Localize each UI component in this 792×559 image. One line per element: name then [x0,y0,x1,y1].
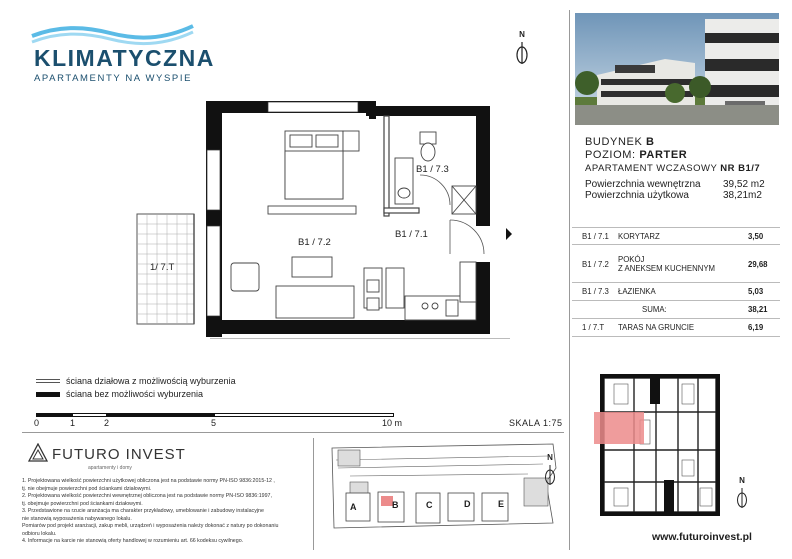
row-area: 3,50 [748,231,764,241]
area-usable-value: 38,21m2 [723,190,762,201]
futuro-mark-icon [28,443,48,463]
divider-column [569,10,570,550]
area-internal-label: Powierzchnia wewnętrzna [585,179,701,190]
legend-structural [36,389,203,399]
row-id: B1 / 7.2 [582,259,609,269]
note-line: tj. obejmuje powierzchni pod ściankami działowymi. [22,500,143,507]
scale-bar [36,413,394,417]
level-label: POZIOM: [585,149,636,161]
note-line: Pomiarów pod projekt aranżacji, zakup mebli, urządzeń i wyposażenia należy dokonać z natury po dokonaniu [22,523,279,529]
scale-tick-0: 0 [34,418,40,428]
note-line: 1. Projektowana wielkość powierzchni użytkowej obliczona jest na podstawie normy PN-ISO 9836:2015-12 , [22,478,275,484]
table-row [572,246,780,283]
divider [22,432,564,433]
shelf [268,206,356,214]
apartment-line [585,163,785,174]
apartment-label: APARTAMENT WCZASOWY [585,163,718,174]
row-name: TARAS NA GRUNCIE [618,323,695,332]
table-row [572,227,780,245]
kitchen-counter [405,262,476,320]
room-label-living: B1 / 7.2 [298,237,331,248]
building-photo [575,13,779,125]
level-line [585,149,785,162]
row-id: 1 / 7.T [582,323,605,332]
apartment-info [585,136,785,201]
notes [22,478,312,546]
highlighted-unit [594,412,644,444]
room-label-corridor: B1 / 7.1 [395,229,428,240]
website-link[interactable]: www.futuroinvest.pl [652,531,752,543]
area-internal-row [585,179,785,190]
row-id: B1 / 7.3 [582,287,609,296]
keymap-block-d: D [464,499,471,509]
note-line: tj. nie obejmuje powierzchni pod ściankami działowymi. [22,485,152,492]
area-usable-label: Powierzchnia użytkowa [585,190,689,201]
building-floor-keyplan [594,370,724,520]
room-label-terrace: 1/ 7.T [150,262,175,273]
area-internal-value: 39,52 m2 [723,179,765,190]
bath-door-swing [420,175,450,205]
entry-arrow-icon [506,228,512,240]
scale-tick-1: 1 [70,418,76,428]
compass-label: N [519,30,525,39]
keymap-block-e: E [498,499,505,509]
row-name: POKÓJ Z ANEKSEM KUCHENNYM [618,255,716,273]
site-key-map [328,438,560,538]
room-label-bath: B1 / 7.3 [416,164,449,175]
keyplan-compass-icon [736,476,748,512]
futuro-sub: apartamenty i domy [88,465,132,471]
dining-set [231,257,404,318]
keymap-block-c: C [426,500,433,510]
legend-thick-wall-swatch [36,392,60,397]
scale-label: SKALA 1:75 [509,418,563,428]
futuro-logo [28,443,308,471]
note-line: odbioru lokalu. [22,530,57,537]
note-line: 4. Informacje na karcie nie stanowią oferty handlowej w rozumieniu art. 66 kodeksu cywilnego. [22,538,244,544]
table-row [572,319,780,337]
bed [285,131,359,199]
scale-tick-5: 5 [211,418,217,428]
building-line [585,136,785,149]
row-area: 6,19 [748,323,764,332]
keyplan-compass-label: N [739,476,745,485]
row-name: ŁAZIENKA [618,287,656,296]
legend-partition [36,376,236,386]
legend-thin-wall-swatch [36,379,60,383]
keymap-compass-icon [544,453,556,489]
brand-name: KLIMATYCZNA [34,45,215,71]
divider-vertical [313,438,314,550]
area-usable-row [585,190,785,201]
futuro-name: FUTURO INVEST [52,446,186,463]
note-line: nie stanowią wyposażenia nabywanego lokalu. [22,515,132,522]
building-label: BUDYNEK [585,136,643,148]
row-name: KORYTARZ [618,231,660,241]
keymap-compass-label: N [547,453,553,462]
table-row-sum [572,301,780,319]
table-row [572,283,780,301]
keymap-block-a: A [350,502,357,512]
row-name: SUMA: [642,305,667,314]
building-value: B [646,136,655,148]
row-id: B1 / 7.1 [582,231,609,241]
row-area: 29,68 [748,259,768,269]
note-line: 3. Przedstawione na rzucie aranżacja ma charakter przykładowy, umeblowanie i zabudowy instalacyjne [22,508,264,514]
row-area: 5,03 [748,287,764,296]
scale-tick-10: 10 m [382,418,403,428]
apartment-number: NR B1/7 [720,163,761,174]
floor-plan [0,0,560,380]
brand-tagline: APARTAMENTY NA WYSPIE [34,73,193,84]
legend-structural-text: ściana bez możliwości wyburzenia [66,389,204,399]
keymap-block-b: B [392,500,399,510]
legend-partition-text: ściana działowa z możliwością wyburzenia [66,376,236,386]
level-value: PARTER [639,149,688,161]
row-area: 38,21 [748,305,768,314]
note-line: 2. Projektowana wielkość powierzchni wewnętrznej obliczona jest na podstawie normy PN-ISO 9836:1997, [22,493,272,499]
scale-tick-2: 2 [104,418,110,428]
